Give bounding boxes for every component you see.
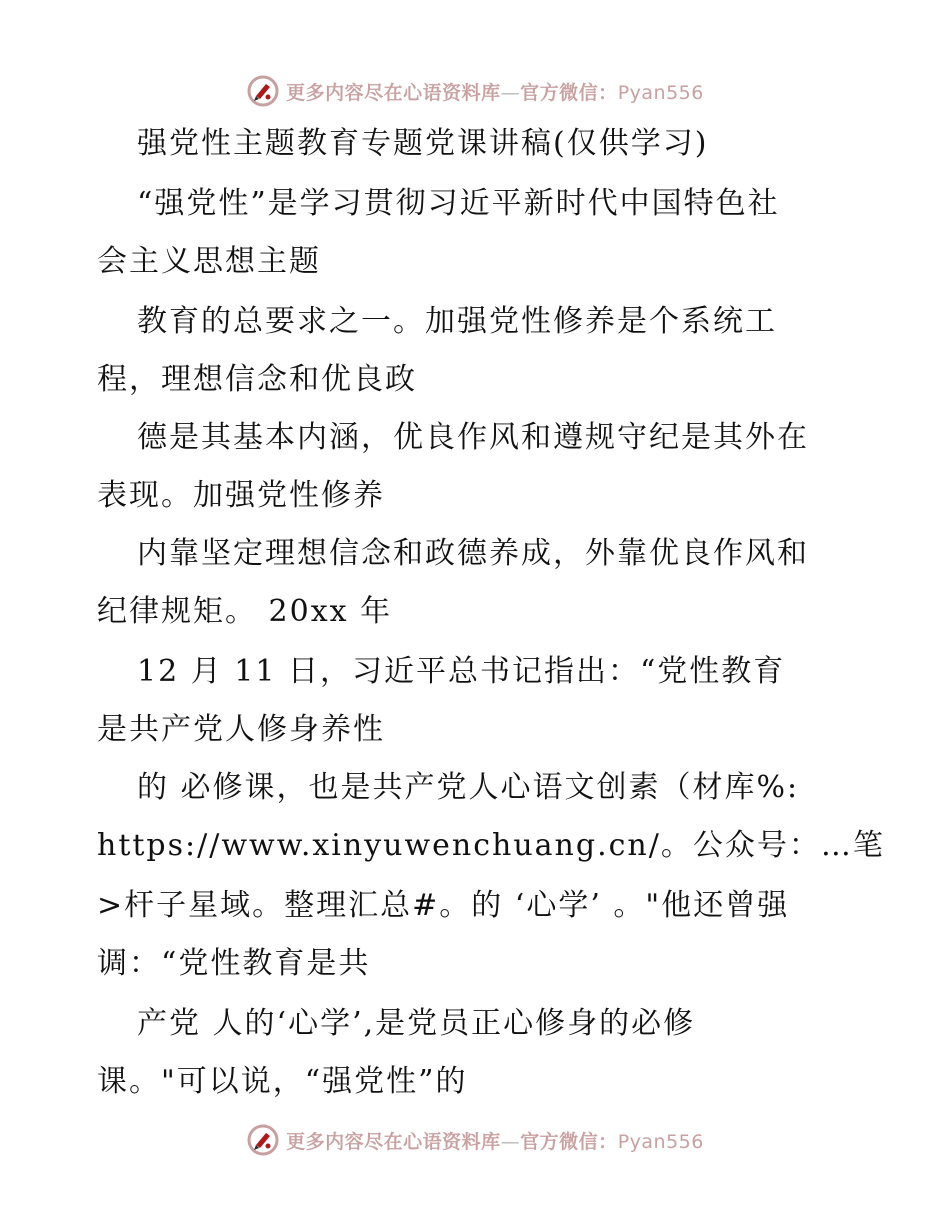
watermark-separator: —	[500, 1130, 521, 1153]
doc-line: 课。"可以说，“强党性”的	[97, 1064, 468, 1099]
watermark-text	[286, 1127, 704, 1154]
watermark-main: 更多内容尽在心语资料库	[286, 1130, 501, 1153]
doc-line: 12 月 11 日，习近平总书记指出：“党性教育	[137, 654, 786, 689]
doc-line: “强党性”是学习贯彻习近平新时代中国特色社	[137, 186, 780, 221]
brand-logo-icon	[246, 1123, 280, 1157]
watermark-id: Pyan556	[617, 81, 704, 104]
doc-line: 表现。加强党性修养	[97, 478, 385, 513]
brand-logo-icon	[246, 74, 280, 108]
doc-line: 产党 人的‘心学’,是党员正心修身的必修	[137, 1006, 696, 1041]
watermark-main: 更多内容尽在心语资料库	[286, 81, 501, 104]
doc-line: 德是其基本内涵，优良作风和遵规守纪是其外在	[137, 420, 809, 455]
doc-line: 是共产党人修身养性	[97, 712, 385, 747]
doc-title: 强党性主题教育专题党课讲稿(仅供学习)	[137, 126, 709, 161]
watermark-id: Pyan556	[617, 1130, 704, 1153]
watermark-separator: —	[500, 81, 521, 104]
doc-line: https://www.xinyuwenchuang.cn/。公众号：…笔	[97, 828, 885, 863]
doc-line: 教育的总要求之一。加强党性修养是个系统工	[137, 304, 777, 339]
watermark-header	[0, 71, 950, 111]
doc-line: 的 必修课，也是共产党人心语文创素（材库%:	[137, 770, 800, 805]
doc-line: 纪律规矩。 20xx 年	[97, 594, 393, 629]
watermark-footer	[0, 1120, 950, 1160]
watermark-suffix: 官方微信：	[520, 81, 618, 104]
doc-line: 调：“党性教育是共	[97, 946, 371, 981]
doc-line: 会主义思想主题	[97, 244, 321, 279]
doc-line: >杆子星域。整理汇总#。的 ‘心学’ 。"他还曾强	[97, 888, 790, 923]
watermark-suffix: 官方微信：	[520, 1130, 618, 1153]
watermark-text	[286, 78, 704, 105]
doc-line: 内靠坚定理想信念和政德养成，外靠优良作风和	[137, 536, 809, 571]
doc-line: 程，理想信念和优良政	[97, 362, 417, 397]
